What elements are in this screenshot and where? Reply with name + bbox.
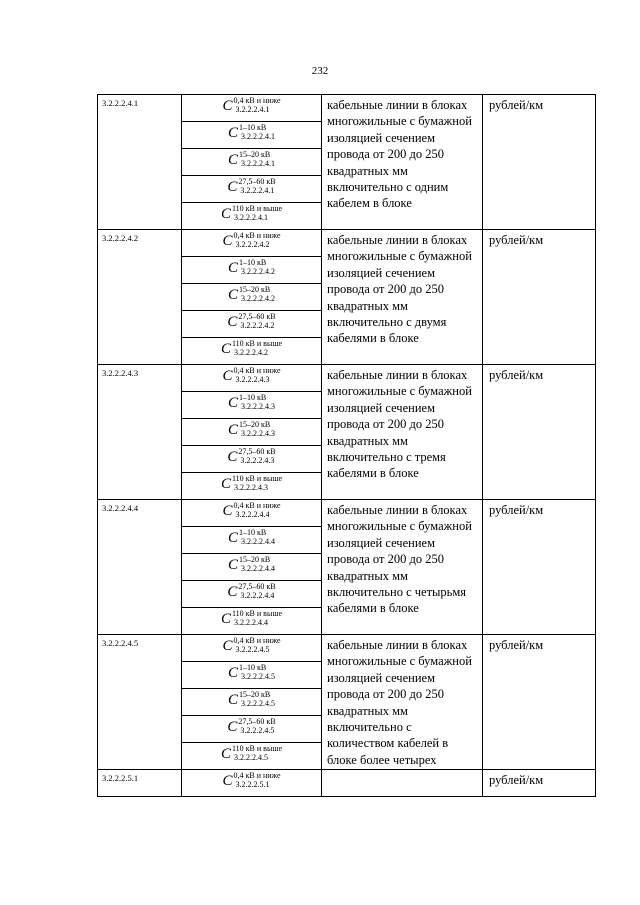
item-code: 3.2.2.2.5.1 — [98, 770, 182, 797]
formula-index: 3.2.2.2.4.3 — [235, 375, 270, 384]
formula-index: 3.2.2.2.4.3 — [241, 429, 275, 438]
voltage-class: 0,4 кВ и ниже — [233, 231, 281, 240]
rate-formula — [182, 284, 322, 311]
formula-index: 3.2.2.2.4.5 — [240, 726, 275, 735]
rate-formula — [182, 122, 322, 149]
formula-index: 3.2.2.2.4.1 — [235, 105, 270, 114]
formula-symbol: C — [227, 530, 238, 546]
formula-index: 3.2.2.2.4.4 — [241, 564, 275, 573]
rate-formula — [182, 689, 322, 716]
item-description: кабельные линии в блоках многожильные с бумажной изоляцией сечением провода от 200 до 250 квадратных мм включительно с четырьмя кабелями в блоке — [322, 500, 483, 635]
voltage-class: 1–10 кВ — [239, 123, 267, 132]
rate-formula — [182, 446, 322, 473]
tariff-table — [97, 94, 596, 797]
formula-index: 3.2.2.2.4.2 — [233, 348, 268, 357]
rate-formula — [182, 419, 322, 446]
formula-symbol: C — [222, 773, 233, 789]
voltage-class: 0,4 кВ и ниже — [233, 501, 281, 510]
voltage-class: 0,4 кВ и ниже — [233, 366, 281, 375]
item-unit: рублей/км — [483, 95, 596, 230]
formula-symbol: C — [227, 719, 238, 735]
formula-index: 3.2.2.2.4.2 — [240, 321, 275, 330]
voltage-class: 27,5–60 кВ — [238, 582, 276, 591]
voltage-class: 1–10 кВ — [239, 258, 267, 267]
formula-symbol: C — [220, 476, 231, 492]
rate-formula — [182, 230, 322, 257]
item-description: кабельные линии в блоках многожильные с бумажной изоляцией сечением провода от 200 до 250 квадратных мм включительно с одним кабелем в блоке — [322, 95, 483, 230]
item-unit: рублей/км — [483, 365, 596, 500]
voltage-class: 15–20 кВ — [239, 285, 271, 294]
rate-formula — [182, 527, 322, 554]
item-code: 3.2.2.2.4.4 — [98, 500, 182, 635]
item-description: кабельные линии в блоках многожильные с бумажной изоляцией сечением провода от 200 до 250 квадратных мм включительно с тремя кабелями в блоке — [322, 365, 483, 500]
formula-symbol: C — [227, 449, 238, 465]
item-unit: рублей/км — [483, 635, 596, 770]
formula-symbol: C — [227, 584, 238, 600]
rate-formula — [182, 716, 322, 743]
formula-symbol: C — [220, 206, 231, 222]
table-row — [98, 365, 596, 392]
table-row — [98, 635, 596, 662]
rate-formula — [182, 743, 322, 770]
voltage-class: 15–20 кВ — [239, 150, 271, 159]
formula-symbol: C — [227, 395, 238, 411]
rate-formula — [182, 338, 322, 365]
formula-symbol: C — [220, 341, 231, 357]
voltage-class: 15–20 кВ — [239, 420, 271, 429]
formula-symbol: C — [227, 125, 238, 141]
rate-formula — [182, 392, 322, 419]
page-number: 232 — [311, 65, 329, 77]
table-row — [98, 770, 596, 797]
rate-formula — [182, 635, 322, 662]
rate-formula — [182, 176, 322, 203]
item-code: 3.2.2.2.4.2 — [98, 230, 182, 365]
formula-index: 3.2.2.2.4.3 — [233, 483, 268, 492]
voltage-class: 0,4 кВ и ниже — [233, 96, 281, 105]
formula-index: 3.2.2.2.4.5 — [241, 672, 275, 681]
voltage-class: 1–10 кВ — [239, 528, 267, 537]
rate-formula — [182, 500, 322, 527]
formula-index: 3.2.2.2.4.3 — [241, 402, 275, 411]
rate-formula — [182, 581, 322, 608]
formula-index: 3.2.2.2.4.4 — [235, 510, 270, 519]
item-description: кабельные линии в блоках многожильные с бумажной изоляцией сечением провода от 200 до 250 квадратных мм включительно с количеством кабелей в блоке более четырех — [322, 635, 483, 770]
rate-formula — [182, 95, 322, 122]
item-description: кабельные линии в блоках многожильные с бумажной изоляцией сечением провода от 200 до 250 квадратных мм включительно с двумя кабелями в блоке — [322, 230, 483, 365]
voltage-class: 15–20 кВ — [239, 555, 271, 564]
item-code: 3.2.2.2.4.1 — [98, 95, 182, 230]
item-unit: рублей/км — [483, 500, 596, 635]
formula-index: 3.2.2.2.4.4 — [240, 591, 275, 600]
formula-index: 3.2.2.2.4.3 — [240, 456, 275, 465]
voltage-class: 15–20 кВ — [239, 690, 271, 699]
voltage-class: 110 кВ и выше — [231, 474, 283, 483]
table-row — [98, 95, 596, 122]
formula-index: 3.2.2.2.4.1 — [241, 159, 275, 168]
formula-symbol: C — [227, 422, 238, 438]
formula-symbol: C — [222, 233, 233, 249]
formula-index: 3.2.2.2.4.4 — [233, 618, 268, 627]
formula-index: 3.2.2.2.4.2 — [241, 294, 275, 303]
voltage-class: 0,4 кВ и ниже — [233, 636, 281, 645]
voltage-class: 27,5–60 кВ — [238, 177, 276, 186]
formula-symbol: C — [227, 692, 238, 708]
formula-index: 3.2.2.2.4.2 — [235, 240, 270, 249]
formula-symbol: C — [227, 179, 238, 195]
rate-formula — [182, 770, 322, 797]
voltage-class: 1–10 кВ — [239, 663, 267, 672]
formula-symbol: C — [222, 98, 233, 114]
voltage-class: 27,5–60 кВ — [238, 312, 276, 321]
rate-formula — [182, 257, 322, 284]
formula-symbol: C — [220, 611, 231, 627]
table-row — [98, 230, 596, 257]
item-unit: рублей/км — [483, 230, 596, 365]
formula-index: 3.2.2.2.4.1 — [241, 132, 275, 141]
item-code: 3.2.2.2.4.5 — [98, 635, 182, 770]
formula-index: 3.2.2.2.4.5 — [235, 645, 270, 654]
item-description — [322, 770, 483, 797]
formula-symbol: C — [220, 746, 231, 762]
rate-formula — [182, 365, 322, 392]
voltage-class: 110 кВ и выше — [231, 609, 283, 618]
rate-formula — [182, 662, 322, 689]
rate-formula — [182, 203, 322, 230]
voltage-class: 110 кВ и выше — [231, 744, 283, 753]
voltage-class: 27,5–60 кВ — [238, 717, 276, 726]
formula-symbol: C — [227, 287, 238, 303]
formula-index: 3.2.2.2.4.2 — [241, 267, 275, 276]
formula-symbol: C — [227, 260, 238, 276]
voltage-class: 27,5–60 кВ — [238, 447, 276, 456]
formula-symbol: C — [222, 503, 233, 519]
rate-formula — [182, 554, 322, 581]
rate-formula — [182, 149, 322, 176]
formula-symbol: C — [227, 152, 238, 168]
formula-symbol: C — [222, 638, 233, 654]
rate-formula — [182, 311, 322, 338]
formula-index: 3.2.2.2.5.1 — [235, 780, 270, 789]
item-unit: рублей/км — [483, 770, 596, 797]
formula-index: 3.2.2.2.4.5 — [233, 753, 268, 762]
voltage-class: 110 кВ и выше — [231, 204, 283, 213]
formula-index: 3.2.2.2.4.5 — [241, 699, 275, 708]
item-code: 3.2.2.2.4.3 — [98, 365, 182, 500]
rate-formula — [182, 608, 322, 635]
voltage-class: 0,4 кВ и ниже — [233, 771, 281, 780]
voltage-class: 1–10 кВ — [239, 393, 267, 402]
formula-symbol: C — [227, 557, 238, 573]
table-row — [98, 500, 596, 527]
formula-index: 3.2.2.2.4.1 — [240, 186, 275, 195]
rate-formula — [182, 473, 322, 500]
formula-index: 3.2.2.2.4.1 — [233, 213, 268, 222]
formula-symbol: C — [227, 665, 238, 681]
formula-index: 3.2.2.2.4.4 — [241, 537, 275, 546]
voltage-class: 110 кВ и выше — [231, 339, 283, 348]
formula-symbol: C — [222, 368, 233, 384]
formula-symbol: C — [227, 314, 238, 330]
